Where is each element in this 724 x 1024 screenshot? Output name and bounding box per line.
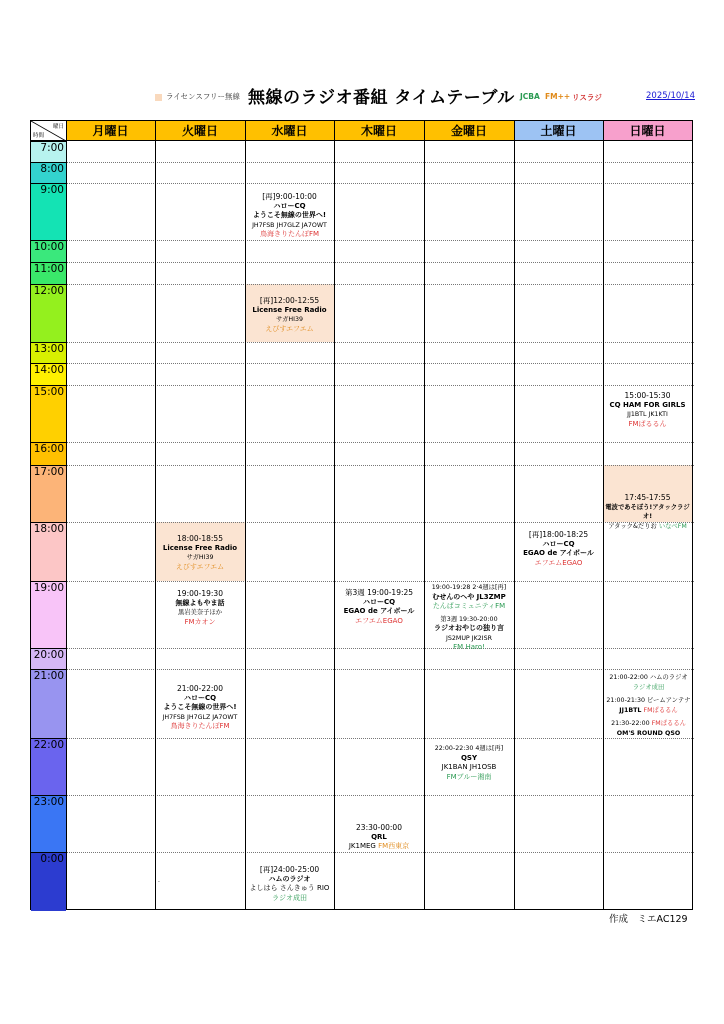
program-subtitle: ようこそ無線の世界へ!: [252, 211, 327, 219]
program-name: CQ HAM FOR GIRLS: [609, 400, 686, 409]
program-station: FMブルー湘南: [446, 772, 492, 781]
row-divider: [66, 262, 694, 263]
row-divider: [66, 240, 694, 241]
row-divider: [66, 795, 694, 796]
time-cell-0800: [31, 162, 66, 183]
program-time: 18:00-18:55: [177, 534, 223, 543]
program-station: FMぱるるん: [643, 706, 678, 714]
column-divider: [334, 121, 335, 909]
program-callsigns: JS2MUP JK2ISR: [446, 634, 492, 642]
program-time: 21:00-22:00: [177, 684, 223, 693]
date-link[interactable]: 2025/10/14: [646, 91, 695, 101]
program-time: [再]18:00-18:25: [528, 530, 589, 539]
page-header: [0, 0, 724, 120]
program-name: ハローCQ: [273, 201, 306, 210]
program-subtitle: EGAO de アイボール: [343, 607, 415, 615]
time-label: 10:00: [33, 241, 64, 253]
program-tue-2100: [155, 684, 245, 732]
time-label: 9:00: [40, 184, 64, 196]
time-label: 13:00: [33, 343, 64, 355]
time-cell-1500: [31, 385, 66, 442]
program-name: 無線よもやま話: [175, 598, 225, 607]
program-station: 鳥海きりたんぽFM: [259, 230, 320, 238]
program-station: FM西東京: [378, 842, 410, 850]
program-station: FM Haro!: [453, 643, 485, 651]
program-time: 21:00-22:00 ハムのラジオ: [609, 674, 688, 681]
row-divider: [66, 284, 694, 285]
row-divider: [66, 342, 694, 343]
program-station: たんばコミュニティFM: [432, 602, 506, 610]
stray-mark: ·: [158, 879, 160, 886]
program-tue-1800: [155, 534, 245, 572]
time-cell-2000: [31, 648, 66, 669]
row-divider: [66, 581, 694, 582]
time-cell-2300: [31, 795, 66, 852]
time-label: 16:00: [33, 443, 64, 455]
time-label: 15:00: [33, 386, 64, 398]
corner-day-label: 曜日: [52, 124, 64, 130]
time-cell-1200: [31, 284, 66, 342]
column-divider: [424, 121, 425, 909]
time-cell-2100: [31, 669, 66, 738]
program-thu-2330: [334, 823, 424, 852]
program-time: 21:00-21:30 ビームアンテナ: [606, 697, 691, 704]
program-hosts: アタック&だりお: [608, 522, 657, 530]
program-sun-2100: [603, 673, 694, 738]
program-time: 第3週 19:00-19:25: [344, 588, 414, 597]
footer-author: 作成 ミエAC129: [609, 914, 688, 925]
time-label: 21:00: [33, 670, 64, 682]
row-divider: [66, 465, 694, 466]
time-cell-0700: [31, 141, 66, 162]
day-header-sun: 日曜日: [603, 121, 692, 141]
program-station: えびすエフエム: [265, 324, 314, 333]
tag-fmplus: FM++: [545, 92, 571, 101]
row-divider: [66, 522, 694, 523]
legend-label: ライセンスフリー無線: [166, 92, 241, 101]
row-divider: [66, 648, 694, 649]
program-sun-1745: [603, 493, 692, 531]
program-time: [再]24:00-25:00: [259, 865, 320, 874]
program-callsigns: サガHI39: [275, 316, 304, 323]
program-subtitle: EGAO de アイボール: [523, 549, 594, 557]
row-divider: [66, 385, 694, 386]
program-callsigns: JK1MEG: [348, 842, 376, 850]
time-cell-1400: [31, 363, 66, 385]
program-name: ラジオおやじの独り言: [434, 624, 504, 632]
program-callsigns: JJ1BTL JK1KTI: [627, 411, 668, 418]
day-header-mon: 月曜日: [66, 121, 155, 141]
program-name: ハローCQ: [183, 693, 217, 702]
row-divider: [66, 183, 694, 184]
program-callsigns: JH7FSB JH7GLZ JA7OWT: [162, 713, 238, 721]
program-name: License Free Radio: [162, 543, 238, 552]
program-callsigns: サガHI39: [186, 554, 214, 561]
program-station: FMカオン: [184, 617, 216, 626]
program-station: 鳥海きりたんぽFM: [170, 722, 230, 730]
time-cell-0000: [31, 852, 66, 911]
column-divider: [155, 121, 156, 909]
program-fri-1900: [424, 583, 514, 653]
legend-swatch: [155, 94, 162, 101]
row-divider: [66, 738, 694, 739]
time-label: 18:00: [33, 523, 64, 535]
program-time: [再]12:00-12:55: [259, 296, 320, 305]
program-subtitle: ようこそ無線の世界へ!: [163, 703, 237, 711]
time-cell-1700: [31, 465, 66, 522]
column-divider: [66, 121, 67, 909]
time-label: 7:00: [40, 142, 64, 154]
timetable-grid: [30, 120, 693, 910]
program-time: 19:00-19:28 2·4週は[再]: [431, 584, 507, 591]
tag-jcba: JCBA: [520, 92, 540, 101]
column-divider: [514, 121, 515, 909]
row-divider: [66, 852, 694, 853]
row-divider: [66, 669, 694, 670]
program-name: OM'S ROUND QSO: [616, 729, 681, 737]
program-sun-1500: [603, 391, 692, 429]
program-station: ラジオ成田: [272, 893, 307, 902]
program-station: ラジオ成田: [632, 683, 665, 691]
program-name: License Free Radio: [252, 305, 327, 314]
row-divider: [66, 442, 694, 443]
program-tue-1900: [155, 589, 245, 627]
time-label: 0:00: [40, 853, 64, 865]
program-station: FMぱるるん: [651, 720, 686, 727]
program-name: QRL: [371, 832, 387, 841]
program-fri-2200: [424, 744, 514, 782]
row-divider: [66, 363, 694, 364]
time-label: 23:00: [33, 796, 64, 808]
program-time: 23:30-00:00: [356, 823, 402, 832]
program-time: 21:30-22:00: [611, 720, 650, 727]
time-label: 12:00: [33, 285, 64, 297]
time-cell-1900: [31, 581, 66, 648]
program-time: 17:45-17:55: [624, 493, 671, 502]
program-wed-0000: [245, 865, 334, 903]
time-label: 20:00: [33, 649, 64, 661]
program-name: むせんのへや JL3ZMP: [432, 592, 506, 601]
program-name: QSY: [460, 753, 478, 762]
time-cell-1100: [31, 262, 66, 284]
program-time: [再]9:00-10:00: [262, 192, 317, 201]
time-label: 17:00: [33, 466, 64, 478]
program-wed-0900: [245, 192, 334, 240]
program-wed-1200: [245, 296, 334, 334]
program-callsigns: JK1BAN JH1OSB: [441, 763, 497, 771]
time-label: 11:00: [33, 263, 64, 275]
program-callsigns: よしはら さんきゅう RIO: [249, 884, 330, 892]
program-time: 第3週 19:30-20:00: [440, 615, 498, 623]
program-station: エフエムEGAO: [534, 558, 583, 567]
program-thu-1900: [334, 588, 424, 626]
program-callsigns: JJ1BTL: [619, 706, 642, 714]
program-station: FMぱるるん: [628, 419, 667, 428]
time-label: 19:00: [33, 582, 64, 594]
program-station: えびすエフエム: [175, 562, 225, 571]
program-station: いなべFM: [658, 522, 687, 530]
program-callsigns: 黒岩美奈子ほか: [177, 609, 223, 616]
time-label: 22:00: [33, 739, 64, 751]
time-cell-1800: [31, 522, 66, 581]
time-cell-1300: [31, 342, 66, 363]
program-name: ハムのラジオ: [268, 874, 311, 883]
time-label: 8:00: [40, 163, 64, 175]
time-label: 14:00: [33, 364, 64, 376]
time-cell-1000: [31, 240, 66, 262]
tag-lisraji: リスラジ: [572, 93, 602, 102]
program-sat-1800: [514, 530, 603, 568]
time-cell-2200: [31, 738, 66, 795]
program-time: 22:00-22:30 4週は[再]: [434, 745, 504, 752]
day-header-wed: 水曜日: [245, 121, 334, 141]
day-header-tue: 火曜日: [155, 121, 245, 141]
row-divider: [66, 162, 694, 163]
program-name: ハローCQ: [542, 539, 575, 548]
day-header-sat: 土曜日: [514, 121, 603, 141]
day-header-fri: 金曜日: [424, 121, 514, 141]
program-name: ハローCQ: [362, 597, 396, 606]
day-header-thu: 木曜日: [334, 121, 424, 141]
program-callsigns: JH7FSB JH7GLZ JA7OWT: [252, 221, 327, 229]
page-title: 無線のラジオ番組 タイムテーブル: [248, 88, 515, 108]
program-name: 電波であそぼう!アタックラジオ!: [605, 503, 690, 520]
time-cell-0900: [31, 183, 66, 240]
corner-time-label: 時間: [33, 133, 45, 139]
corner-cell: [31, 121, 66, 141]
program-station: エフエムEGAO: [355, 616, 403, 625]
time-cell-1600: [31, 442, 66, 465]
program-time: 15:00-15:30: [624, 391, 671, 400]
program-time: 19:00-19:30: [177, 589, 223, 598]
